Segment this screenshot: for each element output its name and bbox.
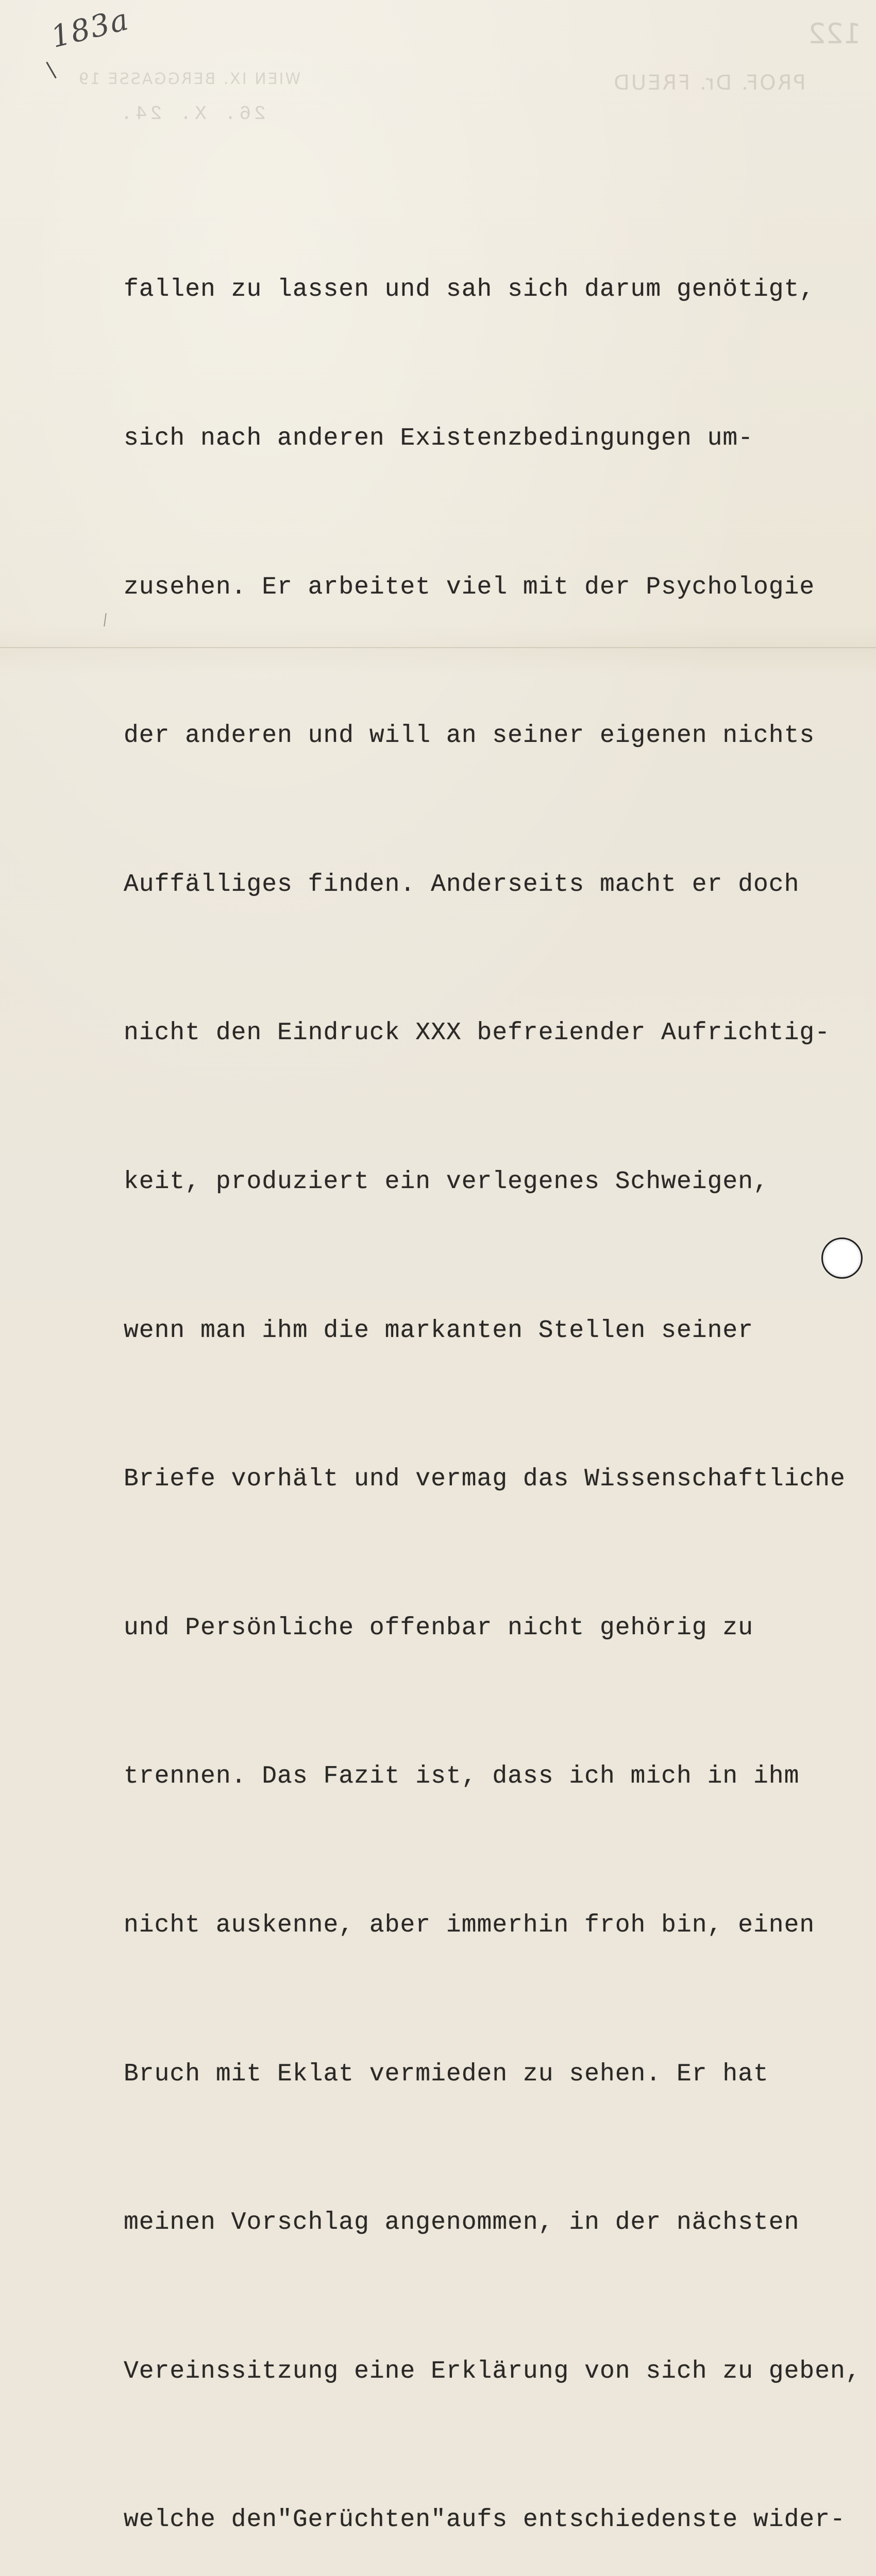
text-line: meinen Vorschlag angenommen, in der nächsten <box>124 2209 800 2237</box>
show-through-date: 26. X. 24. <box>117 103 266 125</box>
pencil-tick-mark <box>46 62 57 79</box>
text-line: Auffälliges finden. Anderseits macht er doch <box>124 870 800 899</box>
text-line: Briefe vorhält und vermag das Wissenschaftliche <box>124 1465 846 1494</box>
text-line: keit, produziert ein verlegenes Schweigen, <box>124 1167 769 1196</box>
text-line: sich nach anderen Existenzbedingungen um- <box>124 425 753 452</box>
punch-hole <box>821 1238 863 1279</box>
text-line: der anderen und will an seiner eigenen nichts <box>124 722 815 750</box>
typescript-body <box>124 166 861 2576</box>
text-line: welche den"Gerüchten"aufs entschiedenste wider- <box>124 2506 846 2534</box>
text-line: nicht den Eindruck XXX befreiender Aufrichtig- <box>124 1019 831 1047</box>
pencil-annotation: 183a <box>47 1 133 55</box>
text-line: und Persönliche offenbar nicht gehörig zu <box>124 1614 753 1642</box>
text-line: zusehen. Er arbeitet viel mit der Psychologie <box>124 573 815 601</box>
show-through-letterhead-name: PROF. Dr. FREUD <box>612 71 806 95</box>
text-line: Bruch mit Eklat vermieden zu sehen. Er hat <box>124 2060 769 2088</box>
show-through-page-number: 122 <box>808 18 862 50</box>
show-through-letterhead-address: WIEN IX. BERGGASSE 19 <box>77 70 301 88</box>
text-line: wenn man ihm die markanten Stellen seiner <box>124 1316 753 1345</box>
text-line: nicht auskenne, aber immerhin froh bin, einen <box>124 1911 815 1939</box>
text-line: Vereinssitzung eine Erklärung von sich zu geben, <box>124 2357 861 2385</box>
text-line: trennen. Das Fazit ist, dass ich mich in ihm <box>124 1762 800 1791</box>
paper-fold-mark <box>104 613 107 626</box>
text-line: fallen zu lassen und sah sich darum genötigt, <box>124 276 815 304</box>
